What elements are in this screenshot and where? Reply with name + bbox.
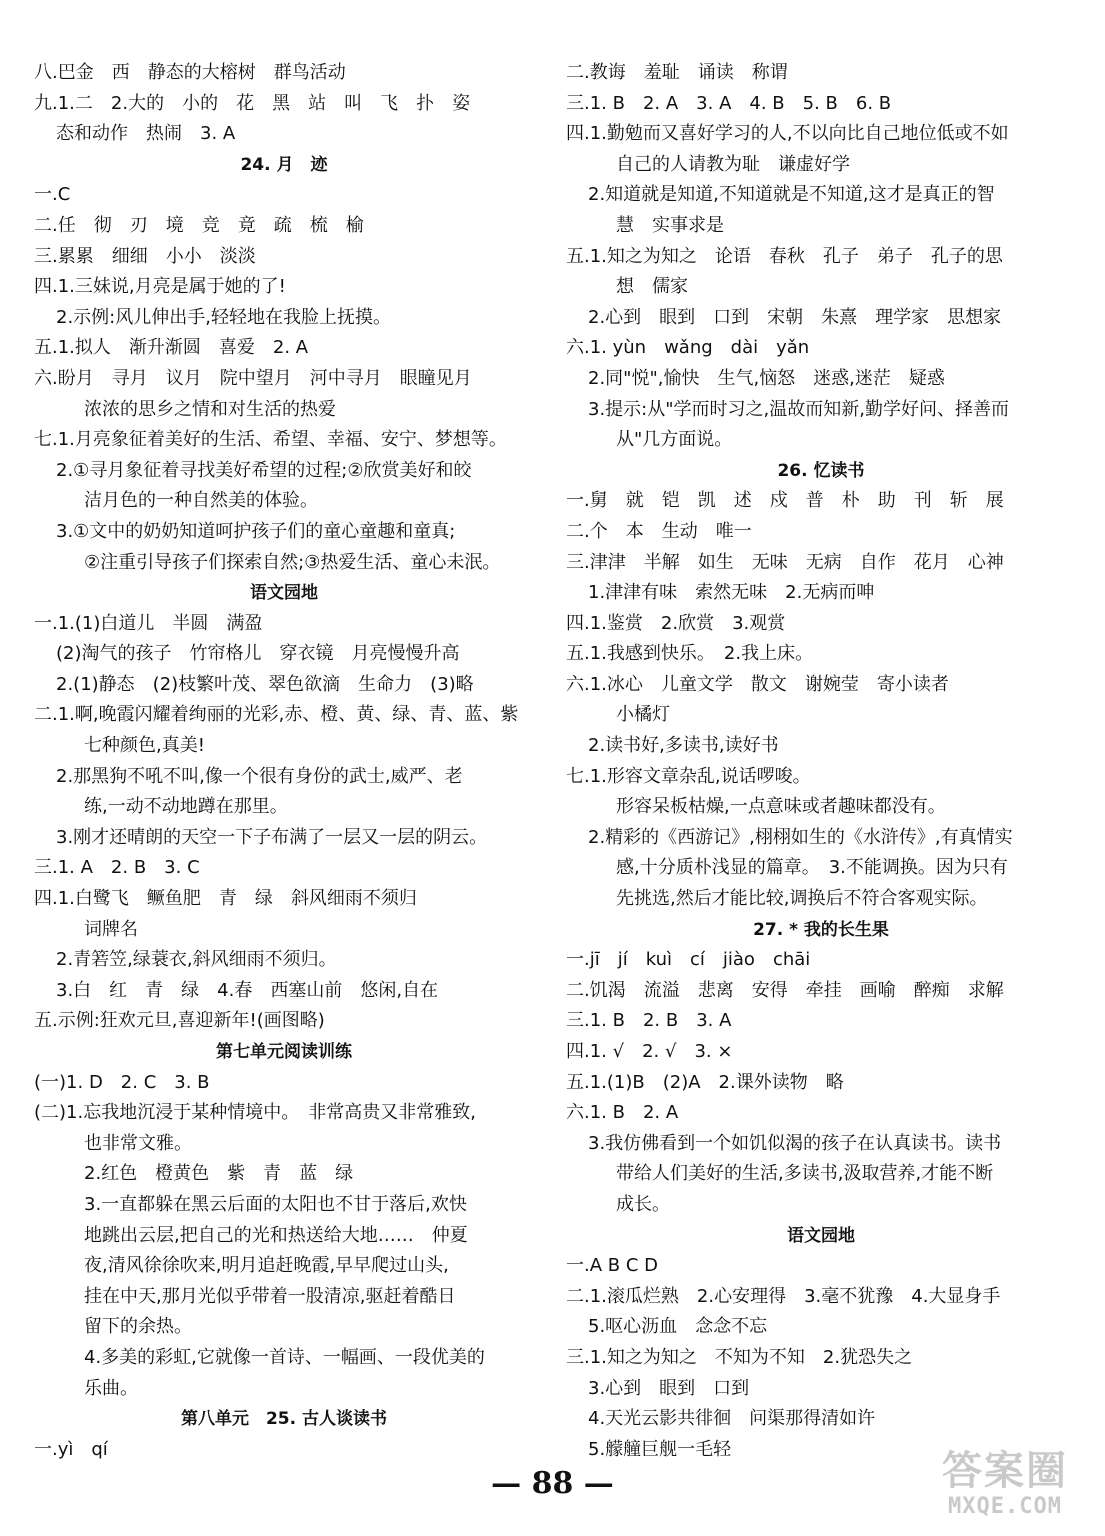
- watermark-text: 答案圈: [942, 1448, 1068, 1494]
- page-number: — 88 —: [491, 1466, 614, 1501]
- answer-line: 2.①寻月象征着寻找美好希望的过程;②欣赏美好和皎: [56, 459, 472, 481]
- answer-line: 想 儒家: [616, 276, 688, 298]
- answer-line: 5.呕心沥血 念念不忘: [588, 1316, 768, 1338]
- answer-line: 2.读书好,多读书,读好书: [588, 735, 779, 757]
- answer-line: 二.个 本 生动 唯一: [566, 520, 752, 542]
- section-heading: 第八单元 25. 古人谈读书: [180, 1409, 388, 1430]
- right-column: [566, 58, 1076, 1465]
- answer-line: 3.我仿佛看到一个如饥似渴的孩子在认真读书。读书: [588, 1132, 1002, 1154]
- answer-line: 一.A B C D: [566, 1255, 658, 1277]
- answer-line: 七.1.形容文章杂乱,说话啰唆。: [566, 765, 811, 787]
- answer-line: 也非常文雅。: [84, 1132, 192, 1154]
- answer-line: 四.1. √ 2. √ 3. ×: [566, 1041, 733, 1062]
- watermark-logo: [920, 1448, 1090, 1528]
- answer-line: 4.多美的彩虹,它就像一首诗、一幅画、一段优美的: [84, 1346, 485, 1368]
- answer-line: 五.1.拟人 渐升渐圆 喜爱 2. A: [34, 337, 309, 359]
- answer-line: 一.jī jí kuì cí jiào chāi: [566, 949, 811, 971]
- answer-line: 从"几方面说。: [616, 429, 733, 451]
- answer-line: 七种颜色,真美!: [84, 735, 205, 757]
- answer-line: (二)1.忘我地沉浸于某种情境中。 非常高贵又非常雅致,: [34, 1102, 476, 1124]
- answer-line: 二.1.滚瓜烂熟 2.心安理得 3.毫不犹豫 4.大显身手: [566, 1285, 1001, 1307]
- answer-line: 态和动作 热闹 3. A: [56, 123, 236, 145]
- answer-line: 3.提示:从"学而时习之,温故而知新,勤学好问、择善而: [588, 398, 1009, 420]
- answer-line: 感,十分质朴浅显的篇章。 3.不能调换。因为只有: [616, 857, 1008, 879]
- answer-line: 2.红色 橙黄色 紫 青 蓝 绿: [84, 1163, 354, 1185]
- answer-line: 2.那黑狗不吼不叫,像一个很有身份的武士,威严、老: [56, 765, 463, 787]
- answer-line: 七.1.月亮象征着美好的生活、希望、幸福、安宁、梦想等。: [34, 429, 507, 451]
- answer-line: 五.示例:狂欢元旦,喜迎新年!(画图略): [34, 1010, 325, 1032]
- section-heading: 27. * 我的长生果: [753, 919, 889, 940]
- answer-line: 1.津津有味 索然无味 2.无病而呻: [588, 582, 875, 604]
- answer-line: 五.1.我感到快乐。 2.我上床。: [566, 643, 814, 665]
- answer-line: 六.1. yùn wǎng dài yǎn: [566, 337, 810, 359]
- answer-line: 二.教诲 羞耻 诵读 称谓: [566, 62, 788, 83]
- answer-line: 四.1.鉴赏 2.欣赏 3.观赏: [566, 612, 786, 634]
- answer-line: 四.1.三妹说,月亮是属于她的了!: [34, 276, 286, 298]
- answer-line: 二.1.啊,晚霞闪耀着绚丽的光彩,赤、橙、黄、绿、青、蓝、紫: [34, 704, 519, 726]
- answer-line: 浓浓的思乡之情和对生活的热爱: [84, 398, 336, 420]
- section-heading: 第七单元阅读训练: [216, 1042, 352, 1062]
- answer-line: 3.①文中的奶奶知道呵护孩子们的童心童趣和童真;: [56, 520, 456, 542]
- answer-line: 3.一直都躲在黑云后面的太阳也不甘于落后,欢快: [84, 1193, 467, 1215]
- answer-line: 三.1. B 2. B 3. A: [566, 1010, 732, 1032]
- answer-line: 一.舅 就 铠 凯 述 戍 普 朴 助 刊 斩 展: [566, 490, 1004, 512]
- answer-line: 慧 实事求是: [616, 214, 724, 236]
- answer-line: 八.巴金 西 静态的大榕树 群鸟活动: [34, 62, 346, 83]
- answer-line: 3.白 红 青 绿 4.春 西塞山前 悠闲,自在: [56, 979, 439, 1001]
- answer-line: 2.同"悦",愉快 生气,恼怒 迷惑,迷茫 疑惑: [588, 367, 945, 389]
- answer-line: 一.1.(1)白道儿 半圆 满盈: [34, 612, 263, 634]
- answer-line: 词牌名: [84, 918, 138, 940]
- answer-line: 形容呆板枯燥,一点意味或者趣味都没有。: [616, 796, 946, 818]
- answer-line: 挂在中天,那月光似乎带着一股清凉,驱赶着酷日: [84, 1285, 456, 1307]
- answer-line: 三.1. A 2. B 3. C: [34, 857, 200, 879]
- answer-line: 2.示例:风儿伸出手,轻轻地在我脸上抚摸。: [56, 306, 391, 328]
- answer-line: 一.yì qí: [34, 1438, 108, 1460]
- answer-line: 六.1.冰心 儿童文学 散文 谢婉莹 寄小读者: [566, 673, 949, 695]
- section-heading: 24. 月 迹: [240, 154, 328, 175]
- answer-line: 六.1. B 2. A: [566, 1102, 679, 1124]
- answer-line: 夜,清风徐徐吹来,明月追赶晚霞,早早爬过山头,: [84, 1255, 449, 1277]
- section-heading: 语文园地: [250, 583, 318, 604]
- answer-line: (一)1. D 2. C 3. B: [34, 1071, 210, 1093]
- answer-line: 洁月色的一种自然美的体验。: [84, 490, 318, 512]
- answer-line: 4.天光云影共徘徊 问渠那得清如许: [588, 1408, 876, 1430]
- answer-line: 2.(1)静态 (2)枝繁叶茂、翠色欲滴 生命力 (3)略: [56, 673, 474, 695]
- answer-line: 2.青箬笠,绿蓑衣,斜风细雨不须归。: [56, 949, 337, 971]
- answer-line: 先挑选,然后才能比较,调换后不符合客观实际。: [616, 888, 988, 910]
- answer-line: 成长。: [616, 1193, 670, 1215]
- left-column: [34, 58, 534, 1465]
- answer-line: 三.1. B 2. A 3. A 4. B 5. B 6. B: [566, 92, 892, 114]
- answer-line: 三.津津 半解 如生 无味 无病 自作 花月 心神: [566, 551, 1004, 573]
- answer-line: 小橘灯: [616, 704, 670, 726]
- answer-line: 三.累累 细细 小小 淡淡: [34, 245, 256, 267]
- answer-line: 3.心到 眼到 口到: [588, 1377, 750, 1399]
- answer-line: 二.任 彻 刃 境 竞 竟 疏 梳 榆: [34, 214, 364, 236]
- answer-line: 一.C: [34, 184, 71, 206]
- answer-line: 四.1.白鹭飞 鳜鱼肥 青 绿 斜风细雨不须归: [34, 888, 417, 910]
- answer-line: 五.1.(1)B (2)A 2.课外读物 略: [566, 1071, 844, 1093]
- section-heading: 26. 忆读书: [777, 460, 865, 481]
- answer-line: 四.1.勤勉而又喜好学习的人,不以向比自己地位低或不如: [566, 123, 1009, 145]
- answer-line: 二.饥渴 流溢 悲离 安得 牵挂 画喻 醉痴 求解: [566, 979, 1004, 1001]
- answer-line: 2.精彩的《西游记》,栩栩如生的《水浒传》,有真情实: [588, 826, 1013, 848]
- answer-line: 2.知道就是知道,不知道就是不知道,这才是真正的智: [588, 184, 995, 206]
- answer-line: (2)淘气的孩子 竹帘格儿 穿衣镜 月亮慢慢升高: [56, 643, 460, 665]
- answer-line: 留下的余热。: [84, 1316, 192, 1338]
- answer-line: 练,一动不动地蹲在那里。: [84, 796, 288, 818]
- answer-line: 乐曲。: [84, 1377, 138, 1399]
- answer-line: 3.刚才还晴朗的天空一下子布满了一层又一层的阴云。: [56, 826, 488, 848]
- section-heading: 语文园地: [787, 1225, 855, 1246]
- answer-line: 自己的人请教为耻 谦虚好学: [616, 153, 850, 175]
- answer-line: 六.盼月 寻月 议月 院中望月 河中寻月 眼瞳见月: [34, 367, 472, 389]
- answer-line: 三.1.知之为知之 不知为不知 2.犹恐失之: [566, 1346, 913, 1368]
- watermark-url: MXQE.COM: [948, 1494, 1062, 1519]
- answer-line: 带给人们美好的生活,多读书,汲取营养,才能不断: [616, 1163, 994, 1185]
- answer-line: 5.艨艟巨舰一毛轻: [588, 1438, 732, 1460]
- answer-line: 2.心到 眼到 口到 宋朝 朱熹 理学家 思想家: [588, 306, 1002, 328]
- answer-line: 五.1.知之为知之 论语 春秋 孔子 弟子 孔子的思: [566, 245, 1003, 267]
- answer-line: 九.1.二 2.大的 小的 花 黑 站 叫 飞 扑 姿: [34, 92, 471, 114]
- answer-line: ②注重引导孩子们探索自然;③热爱生活、童心未泯。: [84, 551, 501, 573]
- answer-line: 地跳出云层,把自己的光和热送给大地…… 仲夏: [84, 1224, 468, 1246]
